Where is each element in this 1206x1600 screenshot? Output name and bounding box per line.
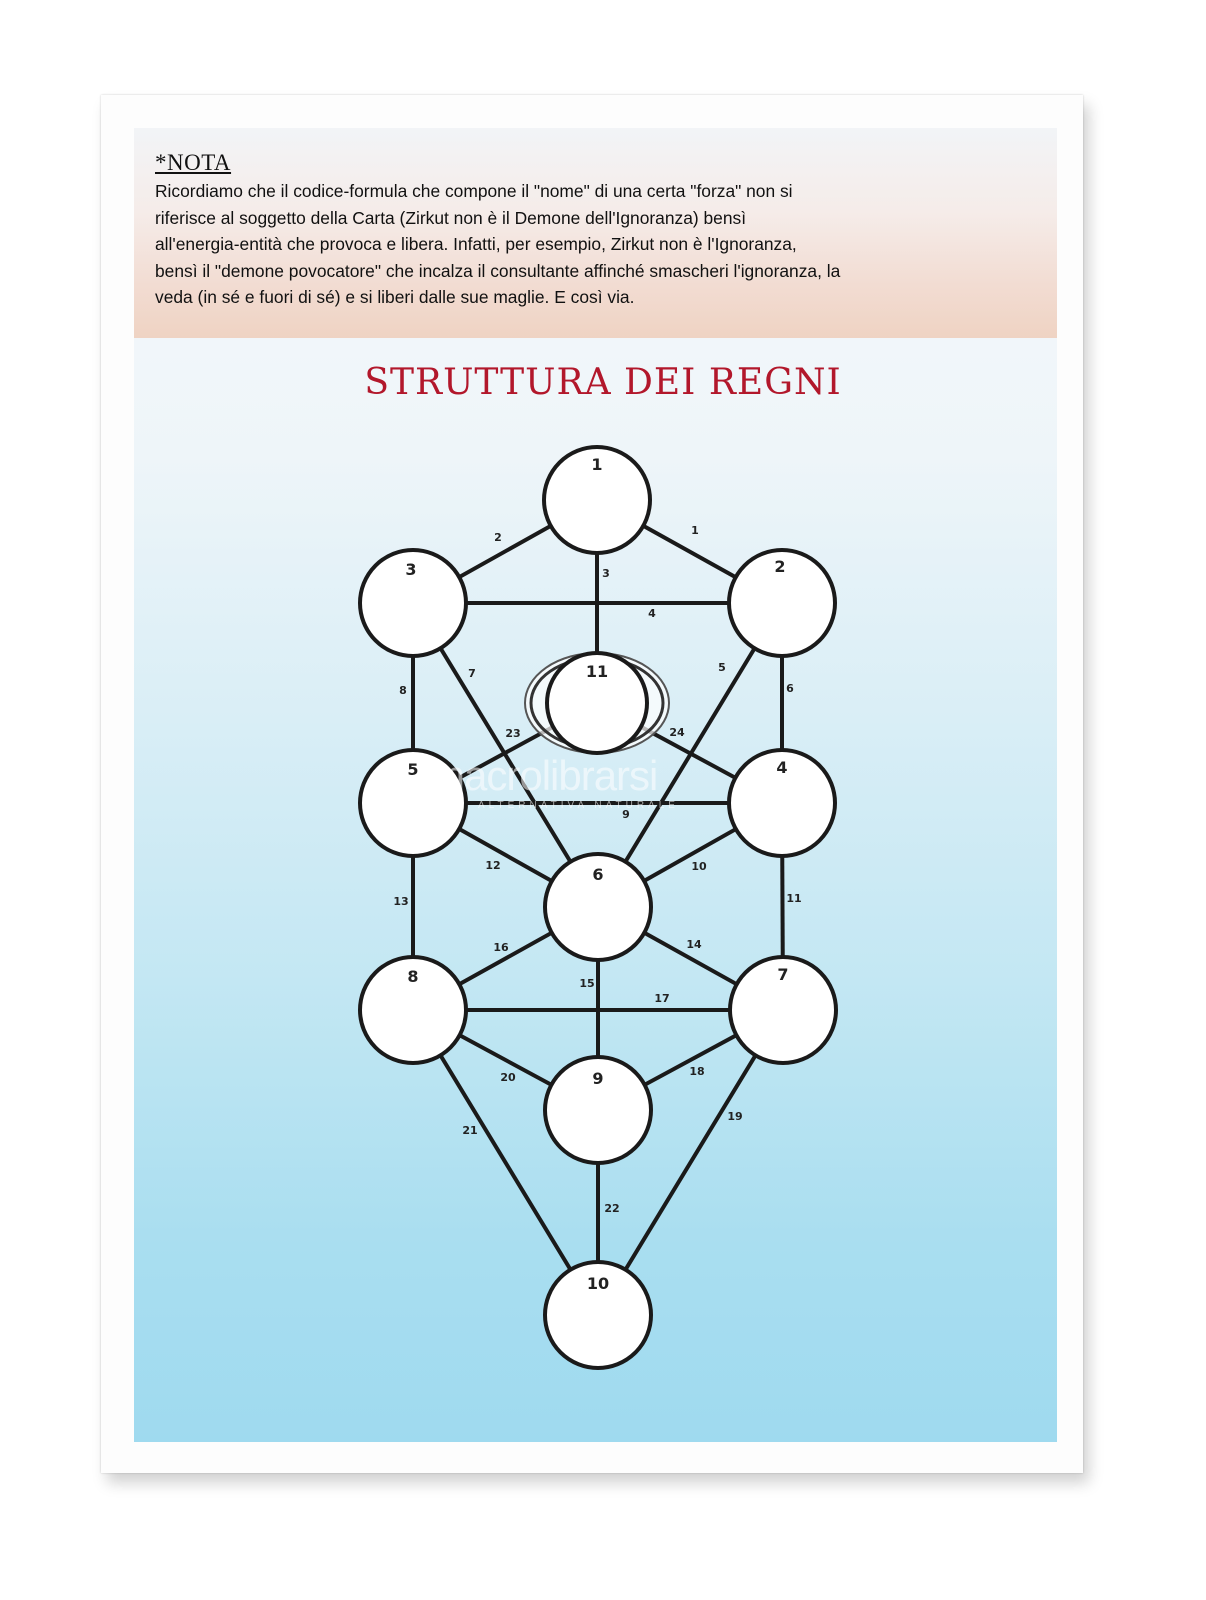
path-label-6: 6 [786, 682, 794, 695]
node-label-7: 7 [777, 965, 789, 984]
path-label-22: 22 [604, 1202, 620, 1215]
path-label-4: 4 [648, 607, 656, 620]
node-label-5: 5 [407, 760, 419, 779]
node-label-11: 11 [585, 662, 609, 681]
path-label-7: 7 [468, 667, 476, 680]
node-label-10: 10 [586, 1274, 610, 1293]
path-label-3: 3 [602, 567, 610, 580]
note-line: bensì il "demone povocatore" che incalza il consultante affinché smascheri l'ignoranza, la [155, 260, 841, 281]
path-label-8: 8 [399, 684, 407, 697]
note-line: Ricordiamo che il codice-formula che compone il "nome" di una certa "forza" non si [155, 181, 793, 201]
path-label-21: 21 [462, 1124, 478, 1137]
node-label-8: 8 [407, 967, 419, 986]
node-label-2: 2 [774, 557, 786, 576]
path-label-19: 19 [727, 1110, 743, 1123]
path-label-20: 20 [500, 1071, 516, 1084]
path-label-1: 1 [691, 524, 699, 537]
path-label-9: 9 [622, 808, 630, 821]
node-label-6: 6 [592, 865, 604, 884]
path-label-5: 5 [718, 661, 726, 674]
path-label-11: 11 [786, 892, 802, 905]
path-label-12: 12 [485, 859, 501, 872]
path-label-13: 13 [393, 895, 409, 908]
path-label-15: 15 [579, 977, 595, 990]
path-label-24: 24 [669, 726, 685, 739]
path-label-23: 23 [505, 727, 521, 740]
path-label-14: 14 [686, 938, 702, 951]
path-label-2: 2 [494, 531, 502, 544]
path-label-17: 17 [654, 992, 670, 1005]
note-line: veda (in sé e fuori di sé) e si liberi dalle sue maglie. E così via. [155, 287, 635, 307]
node-label-9: 9 [592, 1069, 604, 1088]
node-label-3: 3 [405, 560, 417, 579]
path-label-18: 18 [689, 1065, 705, 1078]
node-label-1: 1 [591, 455, 603, 474]
node-label-4: 4 [776, 758, 788, 777]
diagram-heading: STRUTTURA DEI REGNI [364, 362, 842, 403]
watermark-brand: macrolibrarsi [430, 752, 658, 799]
note-line: riferisce al soggetto della Carta (Zirkut non è il Demone dell'Ignoranza) bensì [155, 207, 747, 228]
path-label-16: 16 [493, 941, 509, 954]
note-title: *NOTA [155, 150, 232, 175]
note-line: all'energia-entità che provoca e libera. Infatti, per esempio, Zirkut non è l'Ignoranza, [155, 234, 797, 254]
path-label-10: 10 [691, 860, 707, 873]
watermark-tagline: ALTERNATIVA NATURALE [478, 800, 679, 811]
